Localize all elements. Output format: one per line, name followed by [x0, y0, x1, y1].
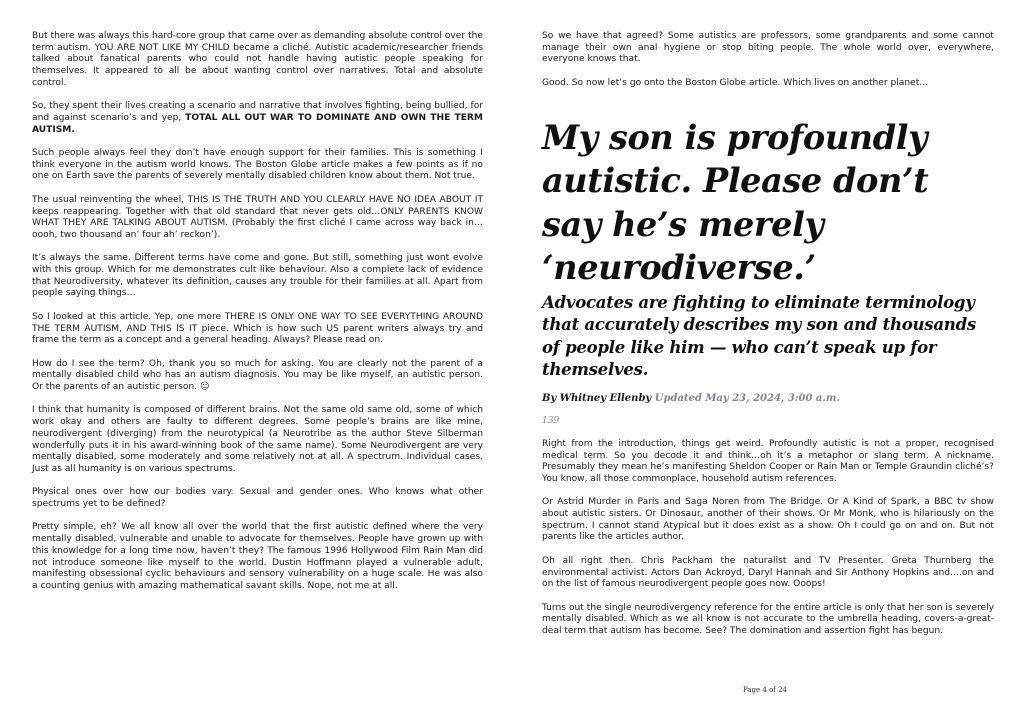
paragraph: Physical ones over how our bodies vary. Sexual and gender ones. Who knows what other spectrums yet to be defined? [32, 487, 483, 509]
paragraph: Turns out the single neurodivergency reference for the entire article is only that her son is severely mentally disabled. Which as we all know is not accurate to the umbrella heading, covers-a-great-deal term that autism has become. See? The domination and assertion fight has begun. [542, 602, 994, 637]
paragraph: How do I see the term? Oh, thank you so much for asking. You are clearly not the parent of a mentally disabled child who has an autism diagnosis. You may be like myself, an autistic person. Or the parents of an autistic person. ☺ [32, 358, 483, 392]
paragraph: So we have that agreed? Some autistics are professors, some grandparents and some cannot manage their own anal hygiene or stop biting people. The whole world over, everywhere, everyone knows that. [542, 31, 994, 65]
bold-phrase: TOTAL ALL OUT WAR TO DOMINATE AND OWN THE TERM AUTISM. [32, 112, 483, 135]
paragraph: Pretty simple, eh? We all know all over the world that the first autistic defined where the very mentally disabled, vulnerable and unable to advocate for themselves. People have grown up with this knowledge for a long time now, haven’t they? The famous 1996 Hollywood Film Rain Man did not introduce someone like myself to the world. Dustin Hoffmann played a vulnerable adult, manifesting obsessional cyclic behaviours and sensory vulnerability on a huge scale. He was also a counting genius with amazing mathematical savant skills. Nope, not me at all. [32, 522, 483, 591]
article-byline [542, 393, 994, 405]
right-column [542, 31, 994, 649]
paragraph: So I looked at this article. Yep, one more THERE IS ONLY ONE WAY TO SEE EVERYTHING AROUND THE TERM AUTISM, AND THIS IS IT piece. Which is how such US parent writers always try and frame the term as a concept and a general heading. Always? Please read on. [32, 311, 483, 346]
paragraph: But there was always this hard-core group that came over as demanding absolute control over the term autism. YOU ARE NOT LIKE MY CHILD became a cliché. Autistic academic/researcher friends talked about fanatical parents who could not handle having autistic people speaking for themselves. It appeared to all be about wanting control over narratives. Total and absolute control. [32, 31, 483, 88]
page-number: Page 4 of 24 [742, 686, 788, 694]
article-headline: My son is profoundly autistic. Please don’t say he’s merely ‘neurodiverse.’ [542, 117, 929, 287]
paragraph: Right from the introduction, things get weird. Profoundly autistic is not a proper, recognised medical term. So you decode it and think…oh it’s a metaphor or slang term. A nickname. Presumably they mean he’s manifesting Sheldon Cooper or Rain Man or Temple Graundin cliché’s? You know, all those commonplace, household autism references. [542, 438, 994, 484]
paragraph-text: So, they spent their lives creating a scenario and narrative that involves fighting, being bullied, for and against scenario’s and yep, [32, 101, 483, 123]
article-subheadline: Advocates are fighting to eliminate terminology that accurately describes my son and thousands of people like him — who can’t speak up for themselves. [542, 291, 976, 379]
paragraph: It’s always the same. Different terms have come and gone. But still, something just wont evolve with this group. Which for me demonstrates cult like behaviour. Also a complete lack of evidence that Neurodiversity, whatever its definition, causes any trouble for their families at all. Apart from people saying things… [32, 253, 483, 299]
author-name: By Whitney Ellenby [542, 392, 652, 404]
paragraph: Good. So now let’s go onto the Boston Globe article. Which lives on another planet… [542, 77, 929, 88]
paragraph: Such people always feel they don’t have enough support for their families. This is something I think everyone in the autism world knows. The Boston Globe article makes a few points as if no one on Earth save the parents of severely mentally disabled children know about them. Not true. [32, 148, 483, 182]
paragraph: Oh all right then. Chris Packham the naturalist and TV Presenter. Greta Thurnberg the environmental activist. Actors Dan Ackroyd, Daryl Hannah and Sir Anthony Hopkins and….on and on the list of famous neurodivergent people goes now. Ooops! [542, 555, 994, 590]
updated-timestamp: Updated May 23, 2024, 3:00 a.m. [654, 392, 840, 404]
paragraph: The usual reinventing the wheel, THIS IS THE TRUTH AND YOU CLEARLY HAVE NO IDEA ABOUT IT keeps reappearing. Together with that old standard that never gets old…ONLY PARENTS KNOW WHAT THEY ARE TALKING ABOUT AUTISM. (Probably the first cliché I came across way back in…oooh, two thousand an’ four ah’ reckon’). [32, 194, 483, 240]
left-column [32, 31, 483, 604]
paragraph: Or Astrid Murder in Paris and Saga Noren from The Bridge. Or A Kind of Spark, a BBC tv show about autistic sisters. Or Dinosaur, another of their shows. Or Mr Monk, who is hilariously on the spectrum. I cannot stand Atypical but it does exist as a show. Oh I could go on and on. But not parents like the articles author. [542, 497, 994, 543]
paragraph [32, 101, 483, 136]
paragraph: I think that humanity is composed of different brains. Not the same old same old, some of which work okay and others are faulty to different degrees. Some people’s brains are like mine, neurodivergent (diverging) from the neurotypical (a Neurotribe as the author Steve Silberman wonderfully puts it in his award-winning book of the same name). Some Neurodivergent are very mentally disabled, some moderately and some relatively not at all. A spectrum. Individual cases. Just as all humanity is on various spectrums. [32, 405, 483, 474]
comment-count: 139 [542, 416, 560, 427]
